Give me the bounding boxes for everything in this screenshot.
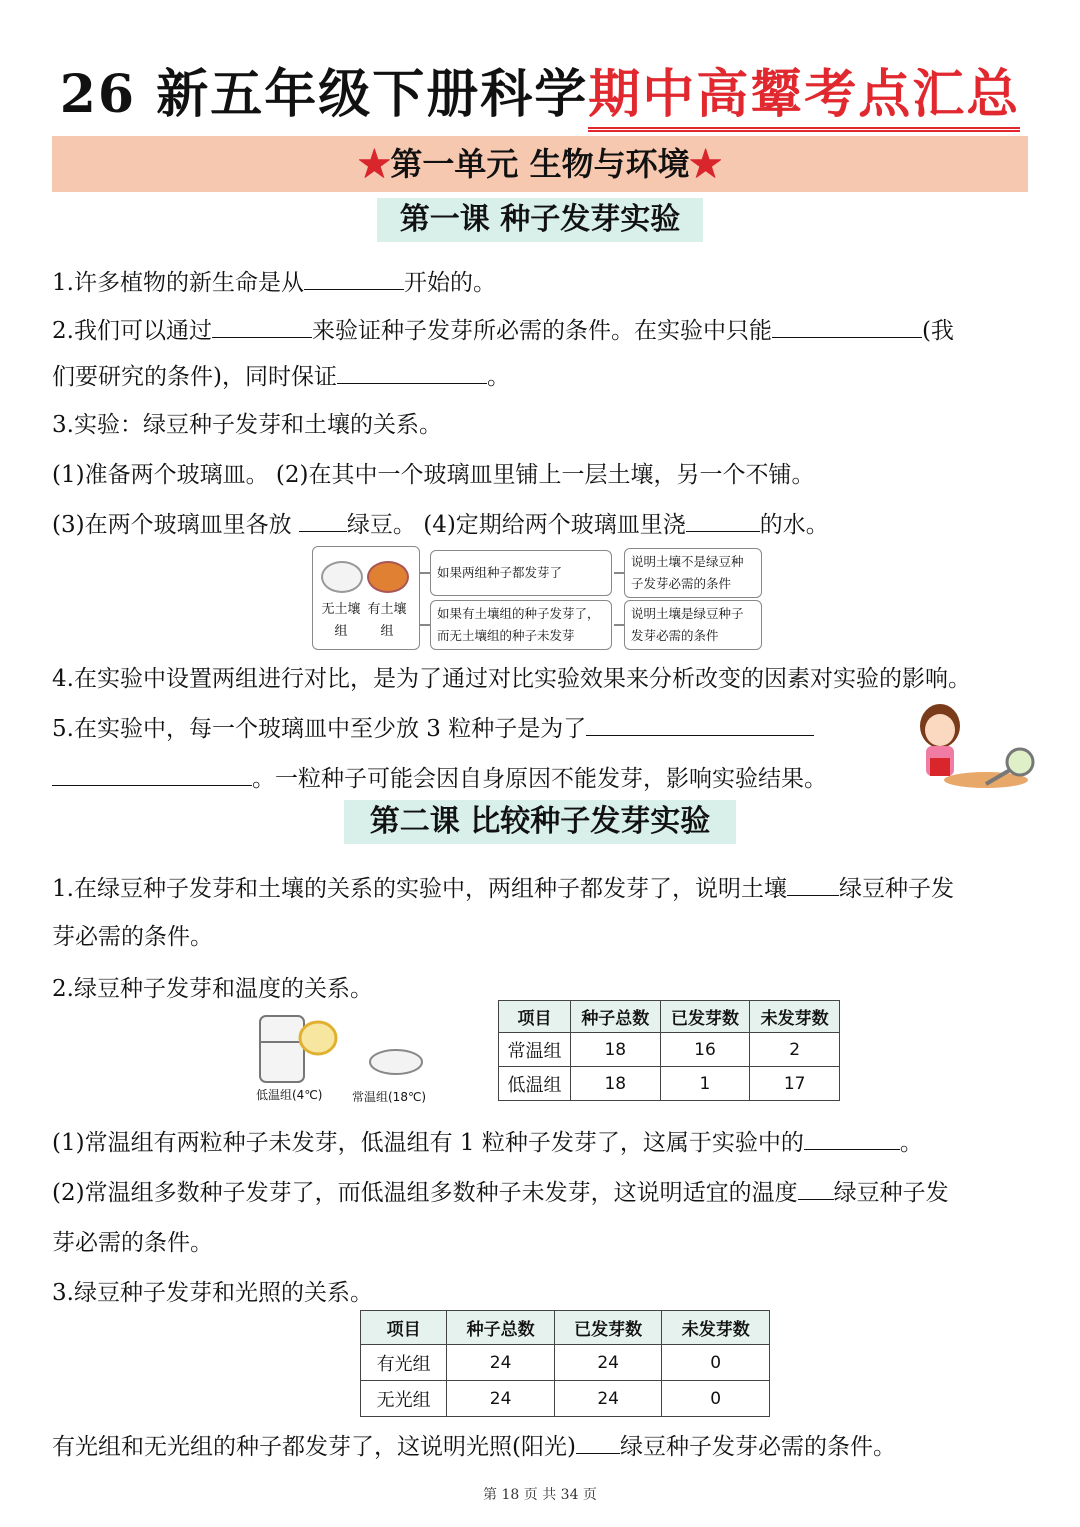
answer-blank[interactable]: [798, 1179, 834, 1200]
arrow-right-icon: [614, 624, 624, 626]
low-temp-label: 低温组(4℃): [256, 1088, 323, 1102]
table-row: 低温组 18 1 17: [499, 1067, 840, 1101]
unit-label: 第一单元 生物与环境: [390, 145, 690, 183]
l1-q5: 5.在实验中，每一个玻璃皿中至少放 3 粒种子是为了: [52, 710, 814, 743]
star-icon: ★: [358, 145, 391, 183]
star-icon: ★: [689, 145, 722, 183]
table-row: 有光组 24 24 0: [361, 1345, 770, 1381]
answer-blank[interactable]: [686, 511, 760, 532]
l1-q1: 1.许多植物的新生命是从 开始的。: [52, 270, 496, 296]
result-box-1: 说明土壤不是绿豆种子发芽必需的条件: [624, 548, 762, 598]
dish-label-no-soil: 无土壤组: [321, 602, 361, 639]
table-header: 种子总数: [447, 1311, 555, 1345]
soil-dish-icon: [367, 561, 409, 593]
lesson1-title: 第一课 种子发芽实验: [377, 198, 703, 242]
l1-q5-cont: 。一粒种子可能会因自身原因不能发芽，影响实验结果。: [52, 760, 827, 793]
l2-sub1: (1)常温组有两粒种子未发芽，低温组有 1 粒种子发芽了，这属于实验中的 。: [52, 1130, 923, 1156]
answer-blank[interactable]: [787, 875, 839, 896]
l2-q2: 2.绿豆种子发芽和温度的关系。: [52, 976, 373, 1002]
answer-blank[interactable]: [337, 363, 487, 384]
arrow-right-icon: [614, 572, 624, 574]
table-header: 已发芽数: [554, 1311, 662, 1345]
normal-temp-label: 常温组(18℃): [352, 1090, 427, 1104]
table-header: 已发芽数: [660, 1001, 750, 1033]
table-header: 种子总数: [570, 1001, 660, 1033]
l1-q2-cont: 们要研究的条件)，同时保证 。: [52, 364, 510, 390]
l2-q3: 3.绿豆种子发芽和光照的关系。: [52, 1280, 373, 1306]
branch-box-1: 如果两组种子都发芽了: [430, 550, 612, 596]
l1-q3: 3.实验：绿豆种子发芽和土壤的关系。: [52, 412, 442, 438]
l1-steps-3-4: (3)在两个玻璃皿里各放 绿豆。 (4)定期给两个玻璃皿里浇 的水。: [52, 512, 829, 538]
answer-blank[interactable]: [299, 511, 347, 532]
table-header: 未发芽数: [662, 1311, 770, 1345]
table-header: 项目: [361, 1311, 447, 1345]
l2-sub2-cont: 芽必需的条件。: [52, 1230, 213, 1256]
table-row: 无光组 24 24 0: [361, 1381, 770, 1417]
dish-group-box: [312, 546, 420, 650]
temperature-table: [498, 1000, 840, 1101]
answer-blank[interactable]: [804, 1129, 900, 1150]
l1-q2: 2.我们可以通过 来验证种子发芽所必需的条件。在实验中只能 (我: [52, 318, 954, 344]
title-highlight: 期中高颦考点汇总: [588, 64, 1020, 132]
l2-q1-cont: 芽必需的条件。: [52, 924, 213, 950]
l2-conclusion: 有光组和无光组的种子都发芽了，这说明光照(阳光) 绿豆种子发芽必需的条件。: [52, 1434, 896, 1460]
l1-q4: 4.在实验中设置两组进行对比，是为了通过对比实验效果来分析改变的因素对实验的影响。: [52, 666, 971, 692]
answer-blank[interactable]: [576, 1433, 620, 1454]
l2-sub2: (2)常温组多数种子发芽了，而低温组多数种子未发芽，这说明适宜的温度 绿豆种子发: [52, 1180, 949, 1206]
title-main: 26 新五年级下册科学: [59, 64, 589, 125]
lesson2-title: 第二课 比较种子发芽实验: [344, 800, 736, 844]
branch-box-2: 如果有土壤组的种子发芽了，而无土壤组的种子未发芽: [430, 600, 612, 650]
girl-with-magnifier-illustration: [904, 696, 1036, 792]
dish-icon: [321, 561, 363, 593]
unit-header: [52, 136, 1028, 192]
answer-blank[interactable]: [304, 269, 404, 290]
page-footer: 第 18 页 共 34 页: [483, 1487, 597, 1503]
connector: [420, 572, 430, 574]
answer-blank[interactable]: [586, 715, 814, 736]
answer-blank[interactable]: [772, 317, 922, 338]
soil-experiment-figure: [312, 546, 762, 650]
l2-q1: 1.在绿豆种子发芽和土壤的关系的实验中，两组种子都发芽了，说明土壤 绿豆种子发: [52, 876, 954, 902]
page-title: [0, 52, 1080, 127]
table-row: 常温组 18 16 2: [499, 1033, 840, 1067]
l1-steps-1-2: (1)准备两个玻璃皿。 (2)在其中一个玻璃皿里铺上一层土壤，另一个不铺。: [52, 462, 815, 488]
result-box-2: 说明土壤是绿豆种子发芽必需的条件: [624, 600, 762, 650]
connector: [420, 624, 430, 626]
answer-blank[interactable]: [212, 317, 312, 338]
answer-blank[interactable]: [52, 765, 252, 786]
dish-label-soil: 有土壤组: [367, 602, 407, 639]
table-header: 项目: [499, 1001, 571, 1033]
table-header: 未发芽数: [750, 1001, 840, 1033]
light-table: [360, 1310, 770, 1417]
